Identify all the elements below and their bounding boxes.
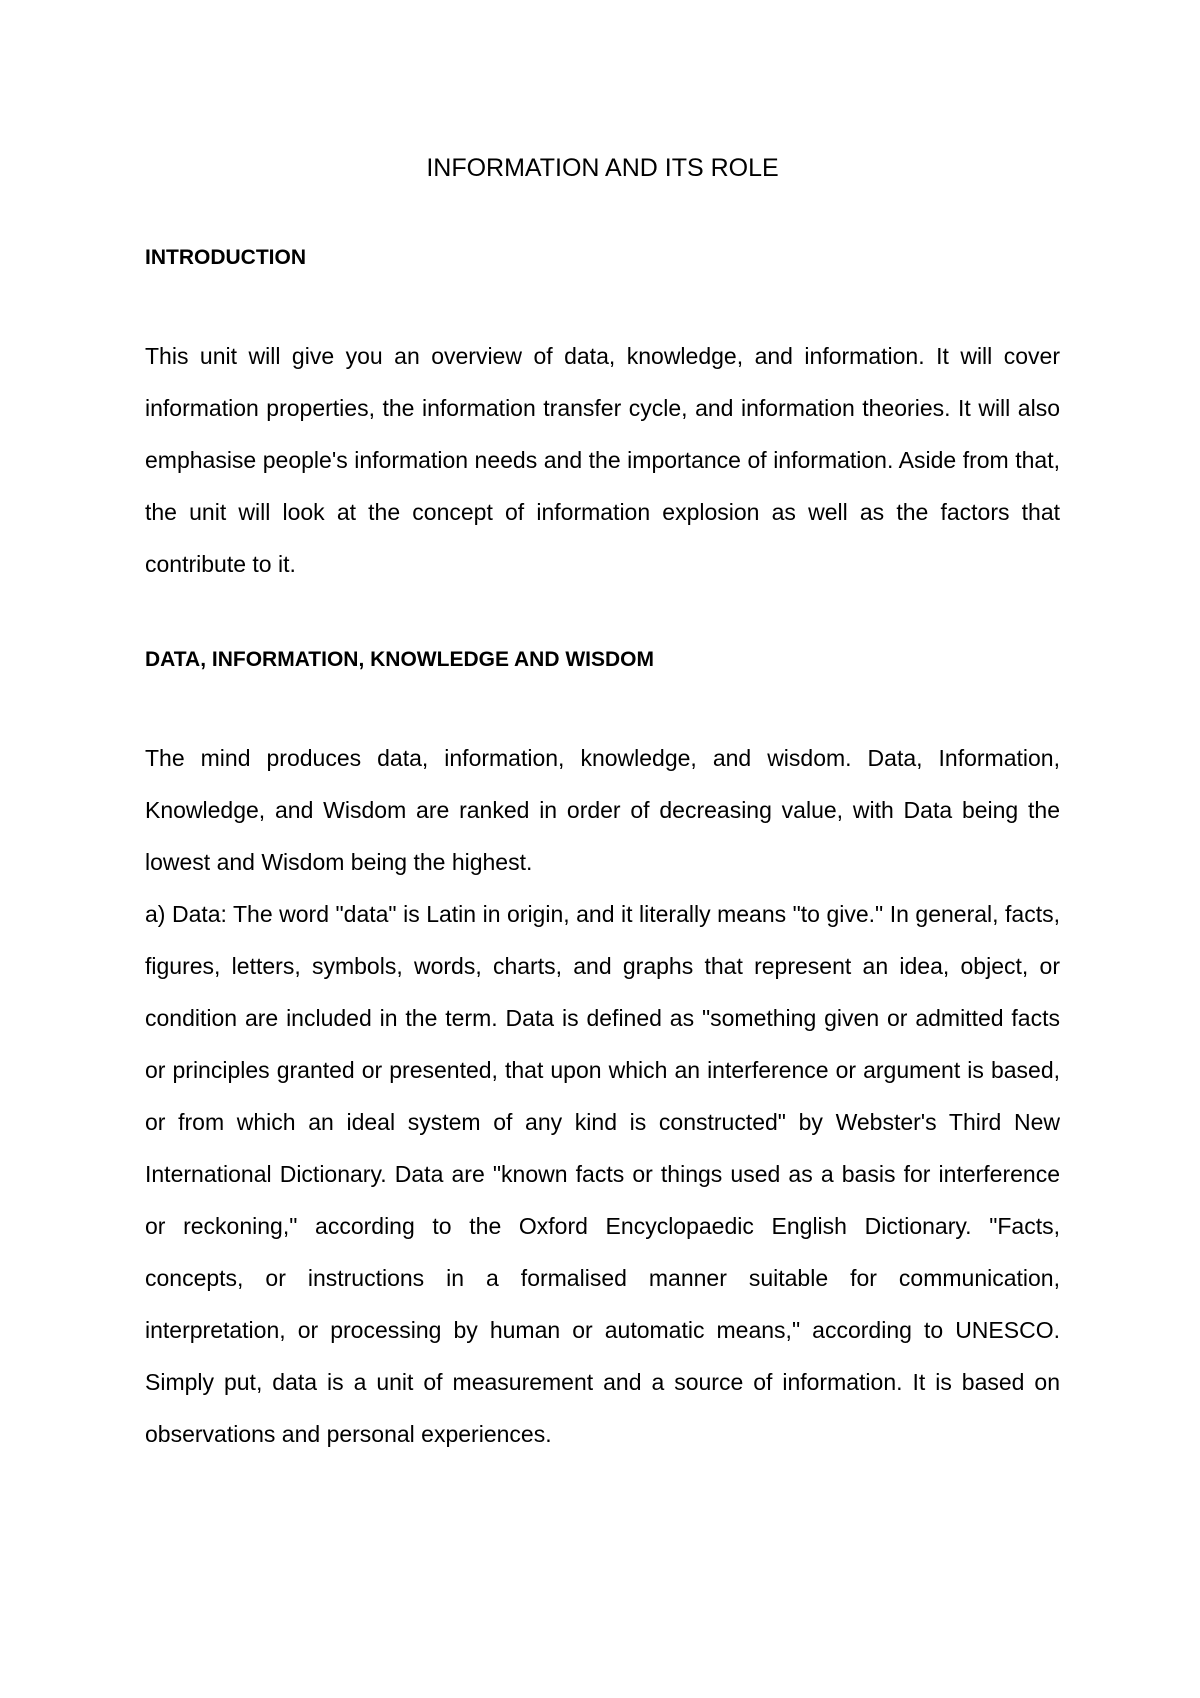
section-heading-introduction: INTRODUCTION (145, 246, 306, 269)
paragraph-data-definition: a) Data: The word "data" is Latin in origin, and it literally means "to give." In general, facts, figures, letters, symbols, words, charts, and graphs that represent an idea, object, or condition are included in the term. Data is defined as "something given or admitted facts or principles granted or presented, that upon which an interference or argument is based, or from which an ideal system of any kind is constructed" by Webster's Third New International Dictionary. Data are "known facts or things used as a basis for interference or reckoning," according to the Oxford Encyclopaedic English Dictionary. "Facts, concepts, or instructions in a formalised manner suitable for communication, interpretation, or processing by human or automatic means," according to UNESCO. Simply put, data is a unit of measurement and a source of information. It is based on observations and personal experiences. (145, 901, 1060, 1447)
paragraph-mind-produces: The mind produces data, information, knowledge, and wisdom. Data, Information, Knowledge, and Wisdom are ranked in order of decreasing value, with Data being the lowest and Wisdom being the highest. (145, 745, 1060, 875)
paragraph-introduction: This unit will give you an overview of data, knowledge, and information. It will cover information properties, the information transfer cycle, and information theories. It will also emphasise people's information needs and the importance of information. Aside from that, the unit will look at the concept of information explosion as well as the factors that contribute to it. (145, 343, 1060, 577)
section-heading-data-information: DATA, INFORMATION, KNOWLEDGE AND WISDOM (145, 648, 655, 671)
document-body (145, 146, 1060, 1460)
document-title: INFORMATION AND ITS ROLE (426, 154, 779, 182)
